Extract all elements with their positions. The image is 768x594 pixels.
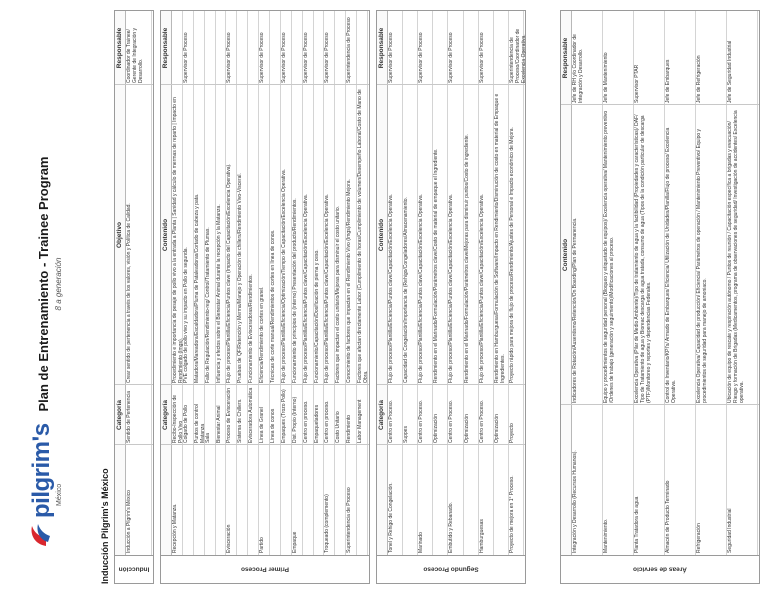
cell-categoria: Evisceradora Automática — [248, 387, 255, 443]
cell-responsable — [205, 13, 214, 83]
section-label — [561, 555, 759, 583]
table-row — [726, 11, 758, 555]
cell-area: Inducción a Pilgrim's México — [126, 490, 132, 553]
cell-responsable — [314, 13, 323, 83]
cell-responsable — [248, 13, 257, 83]
section-label-text: Segundo Proceso — [423, 566, 479, 573]
section-label-text: Áreas de servicio — [633, 566, 687, 573]
column-divider — [377, 384, 525, 385]
column-header-categoria: Categoría — [116, 400, 123, 430]
cell-categoria: Recibo-Inspección de Pollo Vivo — [172, 394, 184, 443]
cell-responsable: Superintendencia de Proceso — [346, 17, 353, 83]
cell-area: Tonel y Rehigo de Congelación. — [388, 482, 394, 553]
primer-proceso-section — [160, 10, 370, 584]
table-row — [402, 11, 418, 555]
cell-contenido: Excelencia Operativa (Pilar de Medio Ambiente)/Tipo de tratamiento de agua y la factibilidad (Propiedades y características)/ DAF/ Tipo de Tratamiento de agua y Bioreac descarga de agua tratada, consumo de agua (Tipos de la condición particular de descarga (PTF)/Monitoreo y reportes y dependencias Federales. — [634, 114, 652, 403]
cell-contenido: Flujo de proceso/Plantilla/Eficiencia/Puntos clave (Impacto del Capacitación/Excelencia Operativa). — [226, 163, 233, 383]
cell-area: Refrigeración — [696, 523, 702, 553]
cell-responsable: Superintendencia de Proceso/Coordinador de Excelencia Operativa. — [508, 28, 527, 83]
column-divider — [115, 384, 153, 385]
cell-categoria: Sala — [204, 432, 211, 443]
cell-categoria: Empaques (Trozo Pollo) — [280, 389, 287, 443]
cell-responsable: Jefe de Embarques — [665, 59, 671, 103]
cell-contenido: Rendimiento en el Marinado/Formulación/Parámetros clave/Costo de material de empaque el Ingrediente. — [433, 148, 440, 383]
cell-area — [314, 447, 323, 553]
cell-area: Planta Tratadora de agua — [634, 496, 640, 553]
cell-contenido: Excelencia Operativa/ Capacidad de producción/ Eficiencia/ Parámetros de operación / Mantenimiento Preventivo/ Equipo y procedimientos de seguridad para manejo de amoniaco. — [696, 128, 708, 403]
table-row — [463, 11, 479, 555]
cell-area: Mantenimiento. — [603, 518, 609, 553]
cell-responsable: Supervisor de Proceso — [182, 32, 189, 83]
cell-area — [183, 447, 192, 553]
cell-categoria: Optimización — [493, 414, 500, 443]
cell-area: Superintendencia de Proceso — [346, 487, 353, 553]
cell-area: Proyecto de mejora en 1° Proceso. — [508, 475, 515, 553]
cell-responsable: Supervisor de Proceso — [259, 32, 266, 83]
cell-contenido: Pruebas de QF/Retención y Merma/Manejo y Operación de chillers/Rendimiento Vivo-Visceral. — [237, 173, 244, 383]
cell-categoria: Puntos de control Matanza — [193, 404, 206, 443]
cell-contenido: Rendimiento en Hamburguesa/Formulación de Software/Impacto en Rendimiento/Disminución de costo en material de Empaque e Ingredientes. — [493, 93, 506, 383]
cell-categoria: Centro en Proceso. — [388, 399, 394, 443]
cell-area — [248, 447, 257, 553]
cell-area: Seguridad Industrial — [727, 508, 733, 553]
cell-responsable: Supervisor PTAR — [634, 64, 640, 103]
cell-categoria: Centro en Proceso. — [448, 399, 455, 443]
table-row — [125, 11, 152, 555]
cell-area — [281, 447, 290, 553]
cell-area — [433, 447, 446, 553]
table-row — [571, 11, 603, 555]
cell-area: Hamburguesas — [478, 519, 485, 553]
cell-categoria: Suppes — [403, 426, 410, 443]
cell-categoria: Bienestar Animal — [215, 405, 222, 443]
table-row — [417, 11, 433, 555]
cell-categoria: Proyecto — [508, 423, 515, 443]
cell-categoria: Dist. Propio (Interno) — [291, 396, 298, 443]
logo-wordmark: pilgrim's — [28, 423, 55, 518]
cell-contenido: Flujo de proceso/Plantilla/Eficiencia/Puntos clave/Capacitación/Excelencia Operativa. — [478, 194, 485, 383]
cell-contenido: Flujo de proceso/Plantilla/Eficiencia/Puntos clave/Capacitación/Excelencia Operativa. — [388, 194, 394, 383]
cell-responsable: Jefe de Seguridad Industrial — [727, 40, 733, 103]
cell-objetivo: Crear sentido de pertenencia a través de los valores, visión y Política de Calidad. — [126, 203, 132, 383]
cell-area — [303, 447, 312, 553]
cell-contenido: Capacidad de Congelación/Importancia de (Rehigo/Congeladores/Almacenamiento. — [403, 197, 410, 383]
cell-categoria: Proceso de Evisceración — [226, 387, 233, 443]
table-row — [447, 11, 463, 555]
cell-responsable: Supervisor de Proceso — [302, 32, 309, 83]
cell-categoria: Rendimiento — [346, 414, 353, 443]
cell-categoria: Línea de Granel — [259, 407, 266, 443]
cell-area — [237, 447, 246, 553]
cell-responsable: Supervisor de Proceso — [226, 32, 233, 83]
column-header-responsable: Responsable — [378, 27, 385, 69]
cell-area: Integración y Desarrollo (Recursos Humanos). — [572, 450, 578, 553]
section-label — [115, 555, 153, 583]
cell-responsable: Supervisor de Proceso — [418, 32, 425, 83]
cell-contenido: Funcionamiento de Evisceradoras/Rendimientos. — [248, 274, 255, 383]
cell-categoria: Centro en proceso. — [302, 400, 309, 443]
table-row — [493, 11, 509, 555]
cell-categoria: Línea de conos — [270, 408, 276, 443]
cell-area — [464, 447, 477, 553]
logo-subtext: México — [56, 483, 63, 506]
cell-categoria: Sentido de Pertenencia — [126, 391, 132, 443]
cell-categoria: Optimización — [463, 414, 470, 443]
section-label-text: Primer Proceso — [240, 566, 290, 573]
document-title: Inducción Pilgrim's México — [100, 468, 110, 584]
cell-contenido: Conocimiento de factores que impactan en el Rendimiento Vivo (Imgs)/Rendimiento Mejora. — [346, 179, 353, 383]
cell-area — [270, 447, 279, 553]
column-header-contenido: Contenido — [162, 218, 169, 252]
areas-servicio-section — [560, 10, 760, 584]
table-row — [633, 11, 665, 555]
document-header — [0, 0, 118, 594]
table-row — [387, 11, 403, 555]
page-title: Plan de Entrenamiento - Trainee Program — [36, 156, 51, 412]
table-row — [695, 11, 727, 555]
cell-area: Troqueado (complemento) — [324, 494, 331, 553]
column-divider — [161, 84, 369, 85]
cell-contenido: Flujo de proceso/Plantilla/Eficiencia/Puntos clave/Capacitación/Excelencia Operativa. — [324, 194, 331, 383]
cell-contenido: Eficiencia/Rendimiento de cortes en granel. — [259, 286, 266, 383]
cell-contenido: Ubicación de equipo de rescate y respiración autónomo / Puntos de reunión / Capacitación específica a brigadas y evacuación/ Riesgo y formación de Brigadas (Medicamentos, programa de observaciones de seguridad/ Investigación de accidentes/ Excelencia operativa. — [727, 110, 745, 403]
cell-responsable — [494, 13, 507, 83]
column-divider — [561, 104, 759, 105]
cell-responsable: Supervisor de Proceso — [280, 32, 287, 83]
cell-area — [403, 447, 416, 553]
cell-contenido: Factores que impactan el costo unitario/Mejoras para disminuir el costo unitario. — [335, 205, 342, 383]
table-row — [356, 11, 368, 555]
cell-responsable — [335, 13, 344, 83]
table-row — [478, 11, 494, 555]
cell-area — [335, 447, 344, 553]
cell-contenido: Matadora/Mareadora/Escaldadora/Pluma de Pataleadoras/Cortado de cabeza y pata. — [193, 193, 200, 383]
cell-responsable: Supervisor de Proceso — [388, 32, 394, 83]
cell-categoria: Centro en Proceso. — [418, 399, 425, 443]
table-row — [602, 11, 634, 555]
column-header-contenido: Contenido — [378, 218, 385, 252]
column-header-categoria: Categoría — [378, 400, 385, 430]
cell-area — [216, 447, 225, 553]
cell-area — [205, 447, 214, 553]
cell-contenido: Flujo de proceso/Plantilla/Eficiencia/Puntos clave/Capacitación/Excelencia Operativa. — [302, 194, 309, 383]
cell-categoria: Empaquetadores — [313, 404, 320, 443]
cell-area — [494, 447, 507, 553]
cell-contenido: Funcionamiento/Capacitación/Dosificación de pierna y ceso. — [313, 249, 320, 383]
cell-responsable: Jefe de Refrigeración — [696, 55, 702, 103]
column-divider — [377, 84, 525, 85]
column-header-responsable: Responsable — [162, 27, 169, 69]
cell-responsable — [433, 13, 446, 83]
section-label-text: Inducción — [118, 566, 150, 573]
cell-contenido: Influencia y efectos sobre el Bienestar Animal durante la recepción y la Matanza. — [215, 204, 222, 383]
cell-area: Evisceración — [226, 524, 233, 553]
cell-area: Recepción y Matanza. — [172, 503, 178, 553]
induccion-section — [114, 10, 154, 584]
cell-contenido: Rendimiento en el Marinado/Formulación/Parámetros clave/Mejoras para disminuir puntos/Costo de ingrediente. — [463, 133, 470, 383]
cell-contenido: Funcionamiento de principios de (interno) Presentación del producto/Rendimientos. — [291, 198, 298, 383]
cell-categoria: Colgado de Pollo — [182, 404, 189, 443]
page-subtitle: 8 a generación — [54, 257, 63, 311]
column-divider — [377, 444, 525, 445]
cell-contenido: Equipo y procedimientos de seguridad personal (Bloqueo y etiquetado de equipos)/ Excelencia operativa/ Mantenimiento preventivo /Ordenes de trabajo (generación y seguimiento)/Modificaciones al proceso. — [603, 110, 615, 403]
cell-contenido: Control de Inventario/KPI's/ Armado de Embarques/ Eficiencia/ Utilización de Unidades/Planilla/Flujo de proceso/ Excelencia Operativa. — [665, 127, 677, 403]
cell-contenido: Flujo de proceso/Plantilla/Eficiencia/Optimización/Tiempo de Capacitación/Excelencia Operativa. — [280, 168, 287, 383]
cell-contenido: PVE colgado de pollo vivo y su impacto en Pollo de segunda. — [182, 247, 189, 383]
cell-responsable — [194, 13, 203, 83]
cell-responsable — [270, 13, 279, 83]
column-divider — [161, 444, 369, 445]
cell-responsable: Jefe de Mantenimiento — [603, 52, 609, 103]
cell-area — [194, 447, 203, 553]
cell-area: Marinado — [418, 532, 425, 553]
table-row — [432, 11, 448, 555]
cell-responsable — [357, 13, 366, 83]
column-header-objetivo: Objetivo — [116, 222, 123, 249]
section-label — [161, 555, 369, 583]
table-row — [508, 11, 527, 555]
cell-area: Embutido y Rebanado. — [448, 502, 455, 553]
section-label — [377, 555, 525, 583]
cell-responsable — [403, 13, 416, 83]
cell-responsable — [216, 13, 225, 83]
column-header-contenido: Contenido — [562, 238, 569, 272]
cell-responsable: Supervisor de Proceso — [324, 32, 331, 83]
cell-contenido: Fallo de Regulación/Rendimiento-reg/ Control/Tratamiento de Plumas. — [204, 227, 211, 383]
cell-categoria: Sistema de Chillers. — [237, 398, 244, 443]
cell-contenido: Proyecto rápido para mejora de flujo de proceso/Rendimiento/Ajustes de Personal e Impacto económico de Mejora. — [508, 127, 515, 383]
cell-categoria: Centro en proceso. — [324, 400, 331, 443]
cell-contenido: Indicadores de Rotación/Ausentismo/Retención/On Boarding/Plan de Permanencia. — [572, 217, 578, 403]
cell-contenido: Flujo de proceso/Plantilla/Eficiencia/Puntos clave/Capacitación/Excelencia Operativa. — [448, 194, 455, 383]
cell-contenido: Técnicas de corte manual/Rendimientos de cortes en línea de conos. — [270, 229, 276, 383]
column-divider — [161, 384, 369, 385]
cell-contenido: Procedimiento e importancia de pesaje de pollo vivo a la entrada a Planta | Sanidad y cálculo de mermas de reparto | Impacto en Rendimiento (Imgs). — [172, 97, 184, 383]
cell-responsable — [172, 13, 181, 83]
column-divider — [561, 404, 759, 405]
cell-responsable — [292, 13, 301, 83]
cell-categoria: Centro en Proceso. — [478, 399, 485, 443]
cell-contenido: Factores que afectan directamente Labor (Cumplimiento de horas/Cumplimiento de volumen/Desempeño Laboral/Costo de Mano de Obra. — [357, 89, 370, 383]
cell-categoria: Optimización — [433, 414, 440, 443]
column-header-categoria: Categoría — [162, 400, 169, 430]
cell-categoria: Costo Unitario — [335, 411, 342, 443]
cell-responsable: Coordinador de Trainee/ Gerente de Integración y Desarrollo. — [126, 27, 144, 83]
cell-responsable — [237, 13, 246, 83]
column-divider — [115, 444, 153, 445]
cell-area: Partido — [259, 537, 266, 553]
segundo-proceso-section — [376, 10, 526, 584]
column-header-responsable: Responsable — [562, 37, 569, 79]
column-divider — [115, 84, 153, 85]
cell-categoria: Labor Management — [357, 399, 364, 443]
cell-responsable: Supervisor de Proceso — [478, 32, 485, 83]
cell-responsable — [464, 13, 477, 83]
cell-responsable: Jefe de RH y/o Coordinador de Integración y Desarrollo. — [572, 34, 584, 103]
table-row — [664, 11, 696, 555]
cell-responsable: Supervisor de Proceso — [448, 32, 455, 83]
cell-area — [357, 447, 366, 553]
cell-contenido: Flujo de proceso/Plantilla/Eficiencia/Puntos clave/Capacitación/Excelencia Operativa. — [418, 194, 425, 383]
cell-area: Almacén de Producto Terminado — [665, 480, 671, 553]
cell-area: Empaque — [291, 531, 298, 553]
column-header-responsable: Responsable — [116, 27, 123, 69]
